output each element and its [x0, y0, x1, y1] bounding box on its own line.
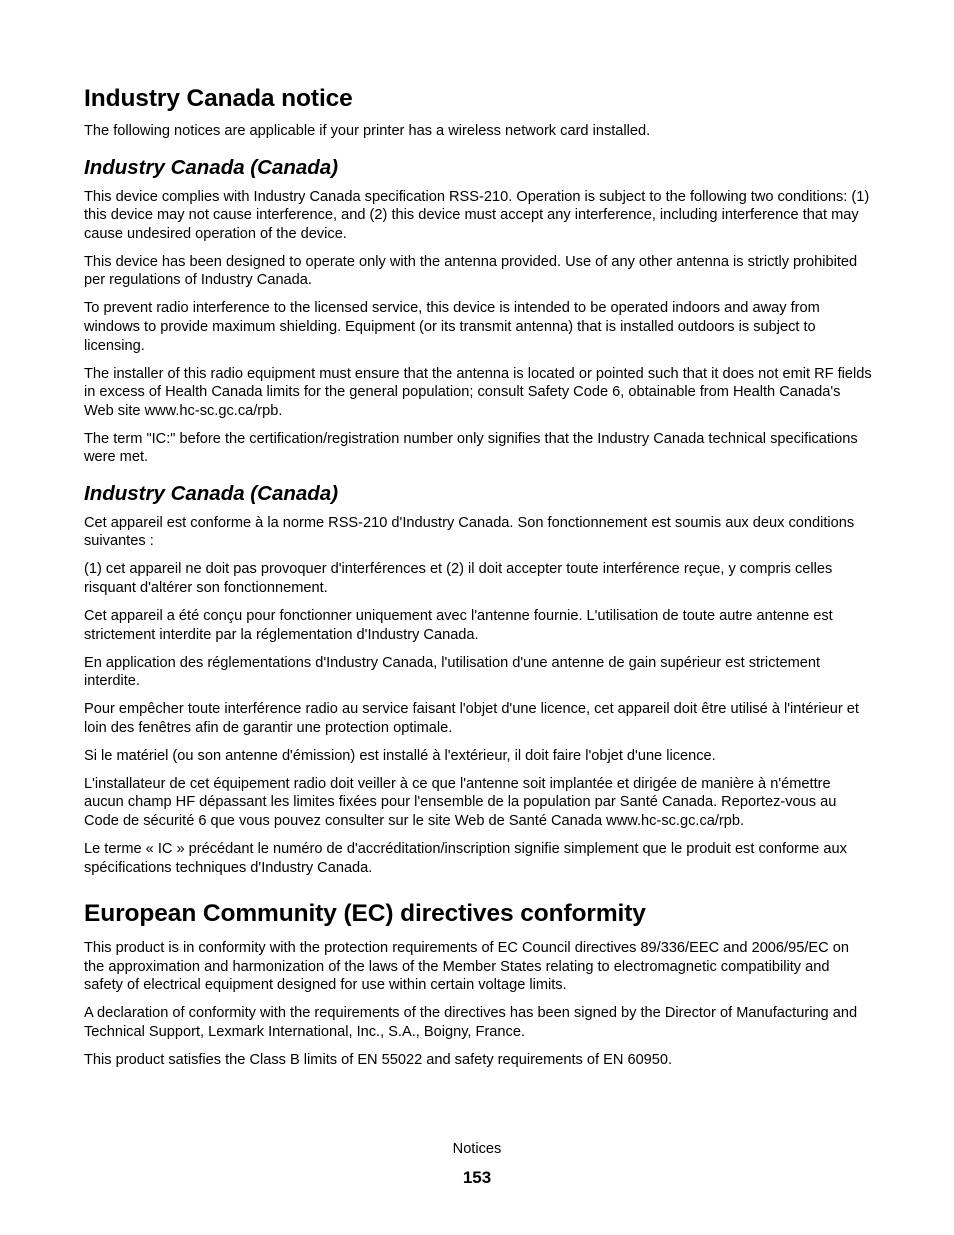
page-content [84, 84, 872, 1079]
paragraph-fr-3: Cet appareil a été conçu pour fonctionner uniquement avec l'antenne fournie. L'utilisation de toute autre antenne est strictement interdite par la réglementation d'Industry Canada. [84, 608, 833, 643]
paragraph-ec-3: This product satisfies the Class B limits of EN 55022 and safety requirements of EN 60950. [84, 1051, 673, 1068]
section-intro: The following notices are applicable if your printer has a wireless network card installed. [84, 123, 651, 139]
paragraph-fr-6: Si le matériel (ou son antenne d'émission) est installé à l'extérieur, il doit faire l'objet d'une licence. [84, 747, 716, 764]
paragraph-en-4: The installer of this radio equipment must ensure that the antenna is located or pointed such that it does not emit RF fields in excess of Health Canada limits for the general population; consult Safety Code 6, obtainable from Health Canada's Web site www.hc-sc.gc.ca/rpb. [84, 365, 872, 419]
paragraph-fr-2: (1) cet appareil ne doit pas provoquer d'interférences et (2) il doit accepter toute interférence reçue, y compris celles risquant d'altérer son fonctionnement. [84, 561, 833, 597]
subsection-title-french: Industry Canada (Canada) [84, 481, 339, 505]
paragraph-fr-8: Le terme « IC » précédant le numéro de d'accréditation/inscription signifie simplement que le produit est conforme aux spécifications techniques d'Industry Canada. [84, 840, 847, 876]
paragraph-ec-2: A declaration of conformity with the requirements of the directives has been signed by the Director of Manufacturing and Technical Support, Lexmark International, Inc., S.A., Boigny, France. [84, 1005, 858, 1040]
footer-page-number: 153 [462, 1168, 492, 1187]
subsection-title-english: Industry Canada (Canada) [84, 155, 339, 179]
section-title-ec-directives: European Community (EC) directives conformity [84, 900, 646, 928]
paragraph-en-3: To prevent radio interference to the licensed service, this device is intended to be operated indoors and away from windows to provide maximum shielding. Equipment (or its transmit antenna) that is installed outdoors is subject to licensing. [84, 300, 820, 354]
paragraph-en-2: This device has been designed to operate only with the antenna provided. Use of any other antenna is strictly prohibited per regulations of Industry Canada. [84, 253, 858, 289]
paragraph-fr-1: Cet appareil est conforme à la norme RSS-210 d'Industry Canada. Son fonctionnement est soumis aux deux conditions suivantes : [84, 514, 855, 550]
footer-section-label: Notices [452, 1141, 502, 1157]
paragraph-fr-4: En application des réglementations d'Industry Canada, l'utilisation d'une antenne de gain supérieur est strictement interdite. [84, 654, 821, 690]
paragraph-fr-5: Pour empêcher toute interférence radio au service faisant l'objet d'une licence, cet appareil doit être utilisé à l'intérieur et loin des fenêtres afin de garantir une protection optimale. [84, 701, 859, 736]
paragraph-en-5: The term "IC:" before the certification/registration number only signifies that the Industry Canada technical specifications were met. [84, 430, 858, 466]
section-title-industry-canada-notice: Industry Canada notice [84, 85, 353, 112]
paragraph-en-1: This device complies with Industry Canada specification RSS-210. Operation is subject to the following two conditions: (1) this device may not cause interference, and (2) this device must accept any interference, including interference that may cause undesired operation of the device. [84, 188, 870, 242]
paragraph-ec-1: This product is in conformity with the protection requirements of EC Council directives 89/336/EEC and 2006/95/EC on the approximation and harmonization of the laws of the Member States relating to electromagnetic compatibility and safety of electrical equipment designed for use within certain voltage limits. [84, 940, 849, 994]
paragraph-fr-7: L'installateur de cet équipement radio doit veiller à ce que l'antenne soit implantée et dirigée de manière à n'émettre aucun champ HF dépassant les limites fixées pour l'ensemble de la population par Santé Canada. Reportez-vous au Code de sécurité 6 que vous pouvez consulter sur le site Web de Santé Canada www.hc-sc.gc.ca/rpb. [84, 775, 837, 829]
